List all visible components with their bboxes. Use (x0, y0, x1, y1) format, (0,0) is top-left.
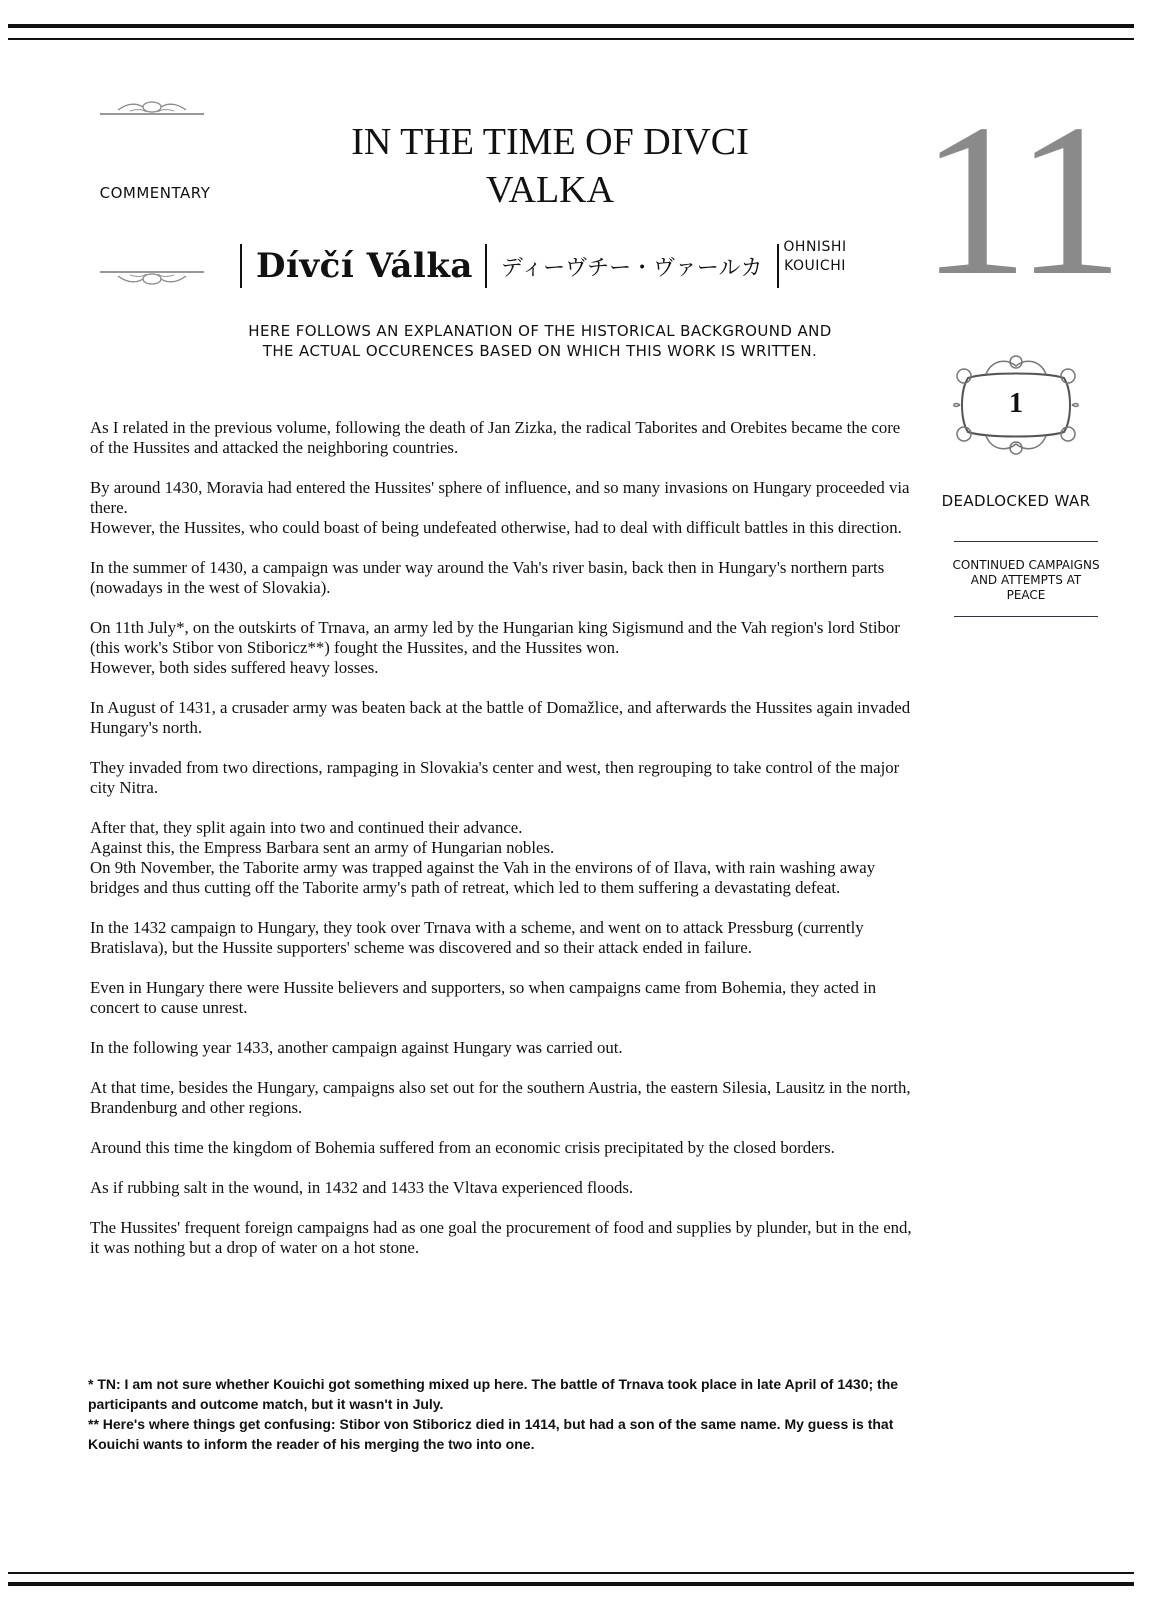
intro-text: HERE FOLLOWS AN EXPLANATION OF THE HISTORICAL BACKGROUND AND THE ACTUAL OCCURENCES BASED ON WHICH THIS WORK IS WRITTEN. (248, 322, 832, 360)
author-line-2: KOUICHI (784, 258, 846, 274)
volume-number: 11 (920, 80, 1118, 321)
commentary-label: COMMENTARY (99, 184, 211, 202)
chapter-number: 1 (1009, 388, 1023, 419)
paragraph (90, 618, 912, 678)
paragraph-line: On 9th November, the Taborite army was trapped against the Vah in the environs of of Ilava, with rain washing away bridges and thus cutting off the Taborite army's path of retreat, which led to them suffering a devastating defeat. (90, 858, 876, 897)
bottom-rule-thin (8, 1572, 1134, 1574)
translator-notes (88, 1374, 918, 1454)
paragraph-line: The Hussites' frequent foreign campaigns had as one goal the procurement of food and supplies by plunder, but in the end, it was nothing but a drop of water on a hot stone. (90, 1218, 912, 1257)
chapter-subtitle-bottom-rule (954, 616, 1098, 617)
paragraph-line: Around this time the kingdom of Bohemia suffered from an economic crisis precipitated by the closed borders. (90, 1138, 835, 1157)
top-ornament (100, 98, 204, 118)
paragraph (90, 418, 912, 458)
paragraph-line: As if rubbing salt in the wound, in 1432 and 1433 the Vltava experienced floods. (90, 1178, 634, 1197)
paragraph-line: However, the Hussites, who could boast of being undefeated otherwise, had to deal with difficult battles in this direction. (90, 518, 902, 537)
paragraph (90, 1178, 912, 1198)
paragraph-line: At that time, besides the Hungary, campaigns also set out for the southern Austria, the eastern Silesia, Lausitz in the north, Brandenburg and other regions. (90, 1078, 911, 1117)
paragraph-line: After that, they split again into two and continued their advance. (90, 818, 523, 837)
paragraph-line: Even in Hungary there were Hussite believers and supporters, so when campaigns came from Bohemia, they acted in concert to cause unrest. (90, 978, 877, 1017)
paragraph-line: However, both sides suffered heavy losses. (90, 658, 379, 677)
paragraph (90, 978, 912, 1018)
translator-note-1: * TN: I am not sure whether Kouichi got something mixed up here. The battle of Trnava took place in late April of 1430; the participants and outcome match, but it wasn't in July. (88, 1376, 899, 1412)
paragraph-line: In the summer of 1430, a campaign was under way around the Vah's river basin, back then in Hungary's northern parts (nowadays in the west of Slovakia). (90, 558, 885, 597)
paragraph-line: In the 1432 campaign to Hungary, they took over Trnava with a scheme, and went on to attack Pressburg (currently Bratislava), but the Hussite supporters' scheme was discovered and so their attack ended in failure. (90, 918, 864, 957)
top-rule-thick (8, 24, 1134, 28)
paragraph (90, 698, 912, 738)
page-title: IN THE TIME OF DIVCI VALKA (351, 121, 749, 211)
paragraph (90, 1078, 912, 1118)
top-rule-thin (8, 38, 1134, 40)
paragraph-line: Against this, the Empress Barbara sent an army of Hungarian nobles. (90, 838, 555, 857)
paragraph-line: They invaded from two directions, rampaging in Slovakia's center and west, then regrouping to take control of the major city Nitra. (90, 758, 900, 797)
translator-note-2: ** Here's where things get confusing: Stibor von Stiboricz died in 1414, but had a son of the same name. My guess is that Kouichi wants to inform the reader of his merging the two into one. (88, 1416, 894, 1452)
paragraph (90, 918, 912, 958)
paragraph-line: By around 1430, Moravia had entered the Hussites' sphere of influence, and so many invasions on Hungary proceeded via there. (90, 478, 910, 517)
bottom-ornament (100, 268, 204, 288)
logo-kana-text: ディーヴチー・ヴァールカ (500, 255, 763, 281)
paragraph (90, 818, 912, 898)
series-logo (240, 243, 779, 289)
chapter-title: DEADLOCKED WAR (941, 492, 1091, 510)
paragraph (90, 1038, 912, 1058)
paragraph (90, 478, 912, 538)
paragraph (90, 558, 912, 598)
commentary-body (90, 418, 912, 1278)
paragraph-line: In the following year 1433, another campaign against Hungary was carried out. (90, 1038, 623, 1057)
author-name (760, 238, 870, 276)
paragraph-line: On 11th July*, on the outskirts of Trnava, an army led by the Hungarian king Sigismund and the Vah region's lord Stibor (this work's Stibor von Stiboricz**) fought the Hussites, and the Hussites won. (90, 618, 900, 657)
bottom-rule-thick (8, 1582, 1134, 1586)
paragraph-line: In August of 1431, a crusader army was beaten back at the battle of Domažlice, and afterwards the Hussites again invaded Hungary's north. (90, 698, 911, 737)
author-line-1: OHNISHI (783, 239, 847, 255)
chapter-subtitle: CONTINUED CAMPAIGNS AND ATTEMPTS AT PEACE (952, 558, 1100, 602)
paragraph (90, 1138, 912, 1158)
paragraph-line: As I related in the previous volume, following the death of Jan Zizka, the radical Taborites and Orebites became the core of the Hussites and attacked the neighboring countries. (90, 418, 901, 457)
logo-latin-text: Dívčí Válka (256, 246, 473, 286)
paragraph (90, 1218, 912, 1258)
paragraph (90, 758, 912, 798)
chapter-subtitle-top-rule (954, 541, 1098, 542)
